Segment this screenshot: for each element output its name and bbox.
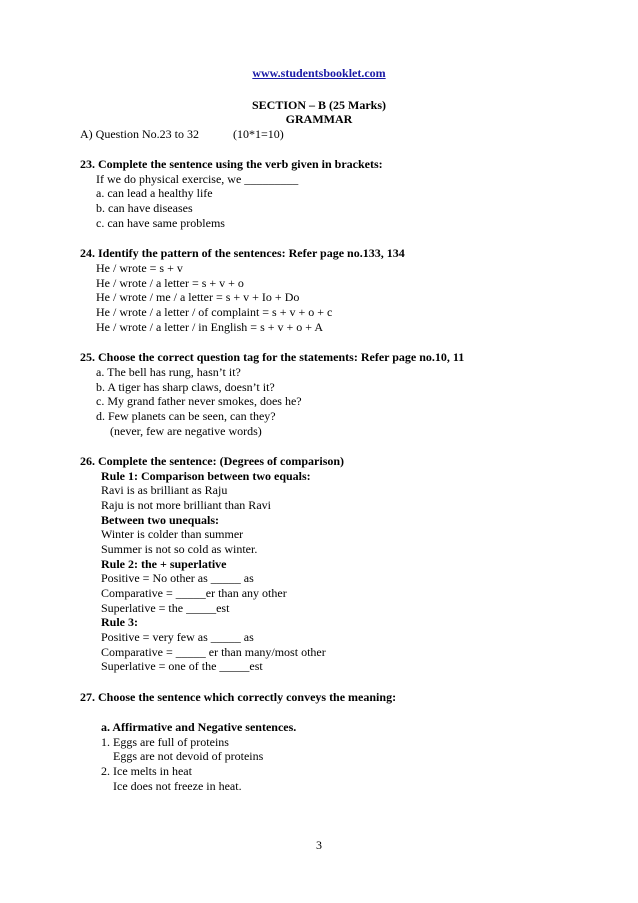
marks-label: (10*1=10): [233, 127, 284, 141]
q27-title: 27. Choose the sentence which correctly conveys the meaning:: [80, 690, 397, 704]
q26-unequal-line: Summer is not so cold as winter.: [101, 542, 258, 556]
q23-line: If we do physical exercise, we _________: [96, 172, 299, 186]
q27-line: Eggs are not devoid of proteins: [113, 749, 264, 763]
website-link-row: [0, 66, 638, 80]
section-title: SECTION – B (25 Marks): [251, 98, 386, 112]
q25-item-c: c. My grand father never smokes, does he?: [96, 394, 302, 408]
page-number: 3: [316, 838, 322, 852]
website-link[interactable]: www.studentsbooklet.com: [252, 66, 386, 80]
q24-pattern: He / wrote = s + v: [96, 261, 183, 275]
q26-rule1-line: Ravi is as brilliant as Raju: [101, 483, 228, 497]
q23-title: 23. Complete the sentence using the verb given in brackets:: [80, 157, 383, 171]
q25-note: (never, few are negative words): [110, 424, 262, 438]
q26-rule2-heading: Rule 2: the + superlative: [101, 557, 227, 571]
q23-option-c: c. can have same problems: [96, 216, 225, 230]
q25-title: 25. Choose the correct question tag for the statements: Refer page no.10, 11: [80, 350, 465, 364]
q25-item-a: a. The bell has rung, hasn’t it?: [96, 365, 241, 379]
q26-rule2-line: Superlative = the _____est: [101, 601, 230, 615]
q27-sub-heading: a. Affirmative and Negative sentences.: [101, 720, 297, 734]
q24-pattern: He / wrote / a letter / in English = s + v + o + A: [96, 320, 324, 334]
q26-rule2-line: Positive = No other as _____ as: [101, 571, 254, 585]
q24-title: 24. Identify the pattern of the sentences: Refer page no.133, 134: [80, 246, 405, 260]
q26-rule3-line: Positive = very few as _____ as: [101, 630, 254, 644]
question-range: A) Question No.23 to 32: [80, 127, 199, 141]
q25-item-d: d. Few planets can be seen, can they?: [96, 409, 276, 423]
q26-rule3-line: Superlative = one of the _____est: [101, 659, 263, 673]
q26-rule3-heading: Rule 3:: [101, 615, 138, 629]
q26-unequal-line: Winter is colder than summer: [101, 527, 244, 541]
q27-line: 1. Eggs are full of proteins: [101, 735, 229, 749]
q27-line: 2. Ice melts in heat: [101, 764, 192, 778]
q23-option-a: a. can lead a healthy life: [96, 186, 213, 200]
q26-title: 26. Complete the sentence: (Degrees of comparison): [80, 454, 345, 468]
q24-pattern: He / wrote / me / a letter = s + v + Io + Do: [96, 290, 300, 304]
section-subtitle: GRAMMAR: [285, 112, 353, 126]
q26-rule1-line: Raju is not more brilliant than Ravi: [101, 498, 271, 512]
q23-option-b: b. can have diseases: [96, 201, 193, 215]
q26-rule3-line: Comparative = _____ er than many/most other: [101, 645, 326, 659]
q26-unequal-heading: Between two unequals:: [101, 513, 220, 527]
q26-rule1-heading: Rule 1: Comparison between two equals:: [101, 469, 311, 483]
q24-pattern: He / wrote / a letter / of complaint = s + v + o + c: [96, 305, 333, 319]
q26-rule2-line: Comparative = _____er than any other: [101, 586, 287, 600]
q27-line: Ice does not freeze in heat.: [113, 779, 242, 793]
q25-item-b: b. A tiger has sharp claws, doesn’t it?: [96, 380, 275, 394]
q24-pattern: He / wrote / a letter = s + v + o: [96, 276, 244, 290]
